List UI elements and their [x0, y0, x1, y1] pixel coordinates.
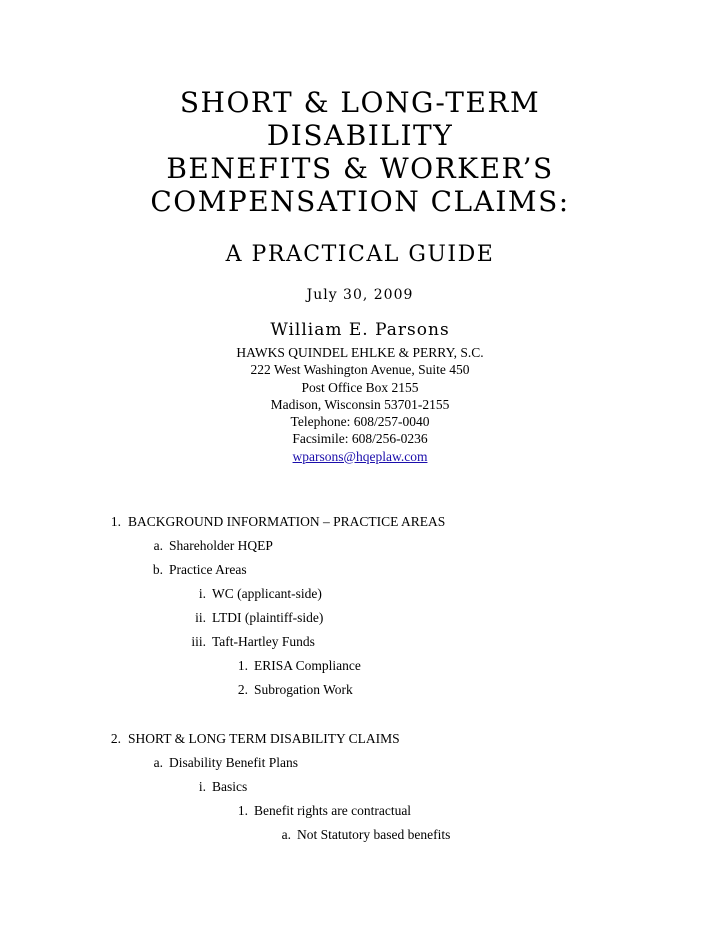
- outline-text: Disability Benefit Plans: [169, 755, 298, 770]
- outline-marker: a.: [153, 755, 163, 770]
- city-state-zip: Madison, Wisconsin 53701-2155: [270, 396, 450, 412]
- outline-text: Taft-Hartley Funds: [212, 634, 315, 649]
- document-date: July 30, 2009: [306, 287, 414, 303]
- outline-text: Basics: [212, 779, 248, 794]
- outline-marker: a.: [281, 827, 291, 842]
- firm-name: HAWKS QUINDEL EHLKE & PERRY, S.C.: [236, 345, 484, 360]
- outline-text: Shareholder HQEP: [169, 538, 273, 553]
- title-line: COMPENSATION CLAIMS:: [150, 185, 570, 218]
- outline-text: SHORT & LONG TERM DISABILITY CLAIMS: [128, 731, 400, 746]
- outline-text: Benefit rights are contractual: [254, 803, 412, 818]
- outline-text: Subrogation Work: [254, 682, 353, 697]
- title-line: SHORT & LONG-TERM: [179, 86, 541, 119]
- outline-marker: 2.: [237, 682, 248, 697]
- outline-marker: 2.: [110, 731, 121, 746]
- telephone: Telephone: 608/257-0040: [290, 414, 430, 430]
- outline-text: LTDI (plaintiff-side): [212, 610, 324, 625]
- outline-marker: iii.: [191, 634, 206, 649]
- outline-text: WC (applicant-side): [212, 586, 322, 601]
- street-address: 222 West Washington Avenue, Suite 450: [250, 362, 470, 378]
- title-line: BENEFITS & WORKER’S: [166, 152, 554, 185]
- outline-marker: i.: [198, 779, 206, 794]
- outline-marker: 1.: [110, 514, 121, 529]
- outline-text: Practice Areas: [169, 562, 247, 577]
- facsimile: Facsimile: 608/256-0236: [292, 431, 428, 447]
- title-line: DISABILITY: [266, 119, 454, 152]
- outline-text: BACKGROUND INFORMATION – PRACTICE AREAS: [128, 514, 446, 529]
- outline-marker: i.: [198, 586, 206, 601]
- document-subtitle: A PRACTICAL GUIDE: [225, 242, 495, 267]
- outline-marker: 1.: [237, 658, 248, 673]
- outline-marker: ii.: [195, 610, 206, 625]
- po-box: Post Office Box 2155: [301, 379, 419, 395]
- outline-marker: a.: [153, 538, 163, 553]
- outline-text: ERISA Compliance: [254, 658, 361, 673]
- outline-marker: b.: [152, 562, 163, 577]
- outline-marker: 1.: [237, 803, 248, 818]
- outline-text: Not Statutory based benefits: [297, 827, 451, 842]
- author-name: William E. Parsons: [270, 320, 450, 340]
- email-link[interactable]: wparsons@hqeplaw.com: [292, 448, 428, 464]
